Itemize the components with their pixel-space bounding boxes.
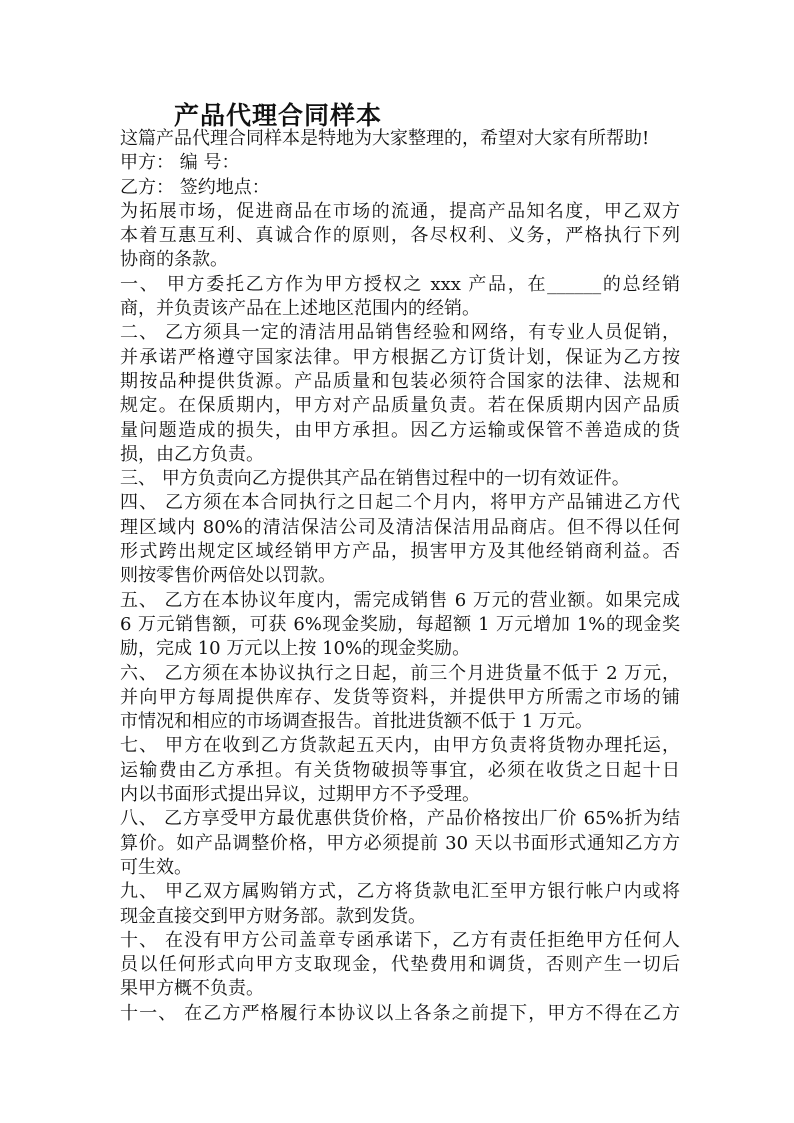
clause-line: 三、 甲方负责向乙方提供其产品在销售过程中的一切有效证件。 (120, 468, 630, 490)
clause-line: 九、 甲乙双方属购销方式，乙方将货款电汇至甲方银行帐户内或将 (120, 881, 680, 903)
clause-line: 并向甲方每周提供库存、发货等资料，并提供甲方所需之市场的铺 (120, 686, 680, 708)
clause-line: 6 万元销售额，可获 6%现金奖励，每超额 1 万元增加 1%的现金奖 (120, 613, 680, 635)
clause-line: 一、 甲方委托乙方作为甲方授权之 xxx 产品，在______的总经销 (120, 273, 680, 295)
clause-line: 六、 乙方须在本协议执行之日起，前三个月进货量不低于 2 万元， (120, 662, 680, 684)
clause-line: 八、 乙方享受甲方最优惠供货价格，产品价格按出厂价 65%折为结 (120, 808, 680, 830)
clause-line: 员以任何形式向甲方支取现金，代垫费用和调货，否则产生一切后 (120, 954, 680, 976)
clause-line: 损，由乙方负责。 (120, 443, 264, 465)
clause-line: 现金直接交到甲方财务部。款到发货。 (120, 905, 426, 927)
clause-line: 励，完成 10 万元以上按 10%的现金奖励。 (120, 638, 471, 660)
clause-line: 二、 乙方须具一定的清洁用品销售经验和网络，有专业人员促销， (120, 322, 680, 344)
clause-line: 市情况和相应的市场调查报告。首批进货额不低于 1 万元。 (120, 711, 593, 733)
clause-line: 理区域内 80%的清洁保洁公司及清洁保洁用品商店。但不得以任何 (120, 516, 680, 538)
party-b-line: 乙方： 签约地点： (120, 176, 270, 198)
clause-line: 内以书面形式提出异议，过期甲方不予受理。 (120, 784, 480, 806)
clause-line: 规定。在保质期内，甲方对产品质量负责。若在保质期内因产品质 (120, 395, 680, 417)
clause-line: 十、 在没有甲方公司盖章专函承诺下，乙方有责任拒绝甲方任何人 (120, 929, 680, 951)
preamble-line: 为拓展市场，促进商品在市场的流通，提高产品知名度，甲乙双方 (120, 200, 680, 222)
clause-line: 十一、 在乙方严格履行本协议以上各条之前提下，甲方不得在乙方 (120, 1002, 680, 1024)
intro-line: 这篇产品代理合同样本是特地为大家整理的，希望对大家有所帮助! (120, 128, 650, 149)
clause-line: 期按品种提供货源。产品质量和包装必须符合国家的法律、法规和 (120, 370, 680, 392)
clause-line: 运输费由乙方承担。有关货物破损等事宜，必须在收货之日起十日 (120, 759, 680, 781)
clause-line: 形式跨出规定区域经销甲方产品，损害甲方及其他经销商利益。否 (120, 541, 680, 563)
clause-line: 四、 乙方须在本合同执行之日起二个月内，将甲方产品铺进乙方代 (120, 492, 680, 514)
clause-line: 果甲方概不负责。 (120, 978, 264, 1000)
document-body (120, 127, 680, 1026)
clause-line: 算价。如产品调整价格，甲方必须提前 30 天以书面形式通知乙方方 (120, 832, 680, 854)
clause-line: 五、 乙方在本协议年度内，需完成销售 6 万元的营业额。如果完成 (120, 589, 680, 611)
party-a-line: 甲方： 编 号： (120, 152, 240, 174)
clause-line: 七、 甲方在收到乙方货款起五天内，由甲方负责将货物办理托运， (120, 735, 680, 757)
document-title: 产品代理合同样本 (174, 101, 383, 130)
clause-line: 则按零售价两倍处以罚款。 (120, 565, 336, 587)
clause-line: 可生效。 (120, 856, 192, 878)
preamble-line: 本着互惠互利、真诚合作的原则，各尽权利、义务，严格执行下列 (120, 225, 680, 247)
clause-line: 量问题造成的损失，由甲方承担。因乙方运输或保管不善造成的货 (120, 419, 680, 441)
clause-line: 商，并负责该产品在上述地区范围内的经销。 (120, 298, 480, 320)
clause-line: 并承诺严格遵守国家法律。甲方根据乙方订货计划，保证为乙方按 (120, 346, 680, 368)
preamble-line: 协商的条款。 (120, 249, 228, 271)
